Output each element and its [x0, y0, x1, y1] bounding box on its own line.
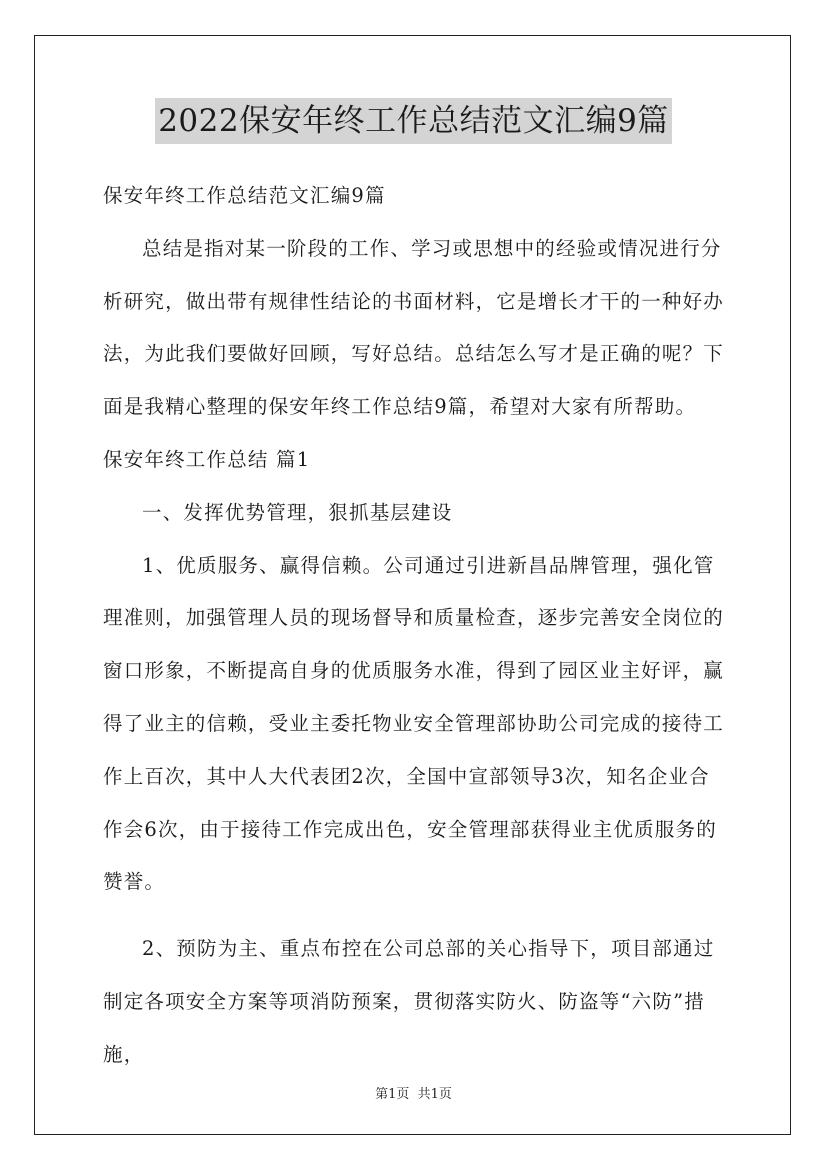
- point-one-heading: 一、发挥优势管理，狠抓基层建设: [142, 500, 453, 524]
- section-heading: 保安年终工作总结 篇1: [103, 447, 311, 471]
- page-footer: [0, 1083, 827, 1102]
- page-total: 共1页: [417, 1087, 452, 1102]
- page-number: 第1页: [375, 1087, 410, 1102]
- document-subtitle: 保安年终工作总结范文汇编9篇: [103, 184, 386, 207]
- intro-paragraph: 总结是指对某一阶段的工作、学习或思想中的经验或情况进行分析研究，做出带有规律性结论的书面材料，它是增长才干的一种好办法，为此我们要做好回顾，写好总结。总结怎么写才是正确的呢？下面是我精心整理的保安年终工作总结9篇，希望对大家有所帮助。: [103, 236, 725, 419]
- title-wrap: [0, 98, 827, 144]
- document-title: 2022保安年终工作总结范文汇编9篇: [155, 98, 672, 144]
- paragraph-one: 1、优质服务、赢得信赖。公司通过引进新昌品牌管理，强化管理准则，加强管理人员的现场督导和质量检查，逐步完善安全岗位的窗口形象，不断提高自身的优质服务水准，得到了园区业主好评，赢得了业主的信赖，受业主委托物业安全管理部协助公司完成的接待工作上百次，其中人大代表团2次，全国中宣部领导3次，知名企业合作会6次，由于接待工作完成出色，安全管理部获得业主优质服务的赞誉。: [103, 553, 725, 894]
- document-body: [103, 170, 728, 1082]
- paragraph-two: 2、预防为主、重点布控在公司总部的关心指导下，项目部通过制定各项安全方案等项消防预案，贯彻落实防火、防盗等“六防”措施，: [103, 937, 715, 1066]
